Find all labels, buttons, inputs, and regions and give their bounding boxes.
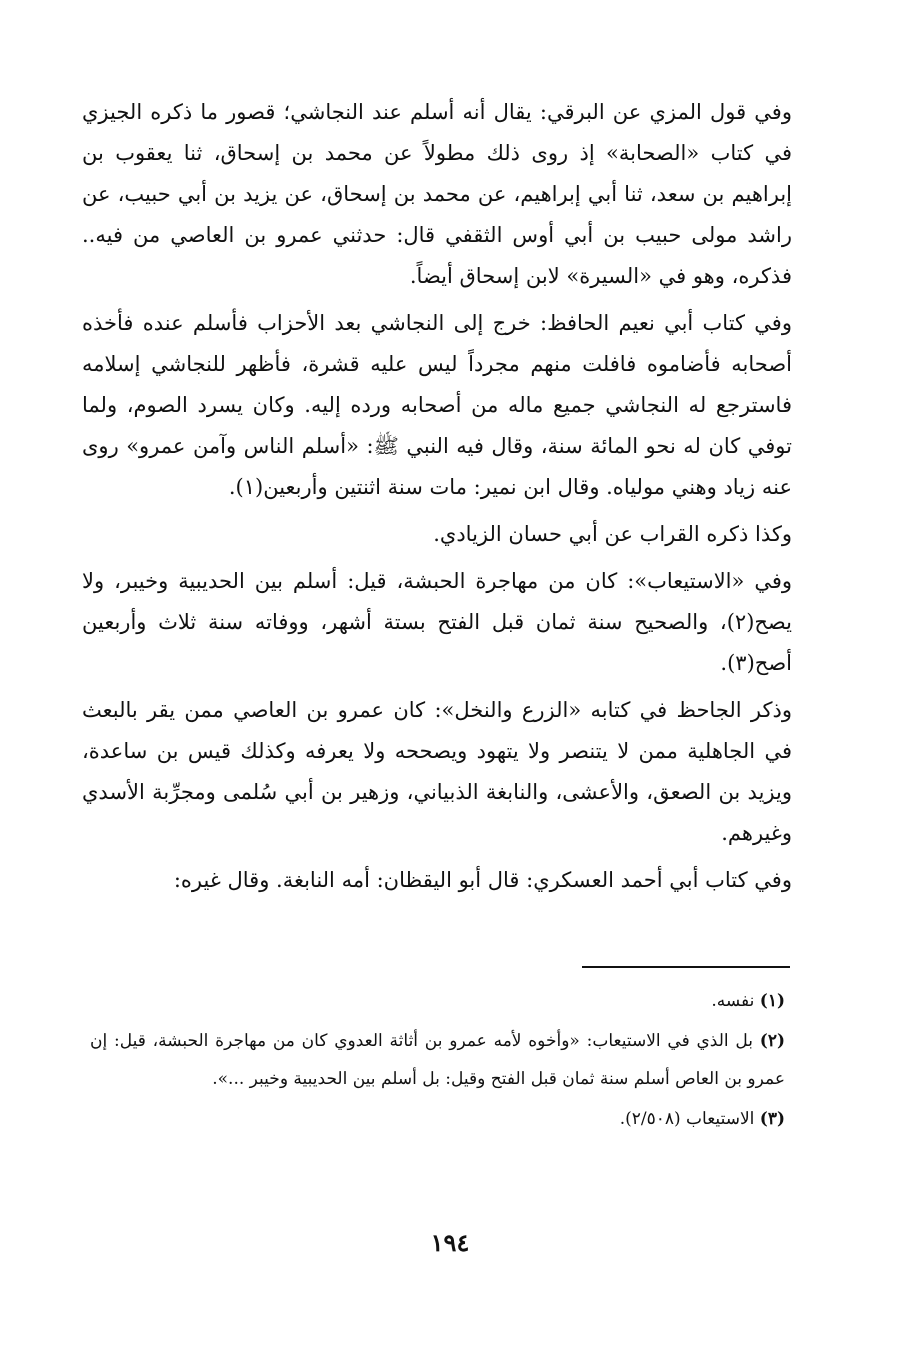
footnote: [90, 1100, 785, 1138]
paragraph: وفي كتاب أبي أحمد العسكري: قال أبو اليقظان: أمه النابغة. وقال غيره:: [173, 868, 792, 892]
footnote: [90, 982, 785, 1020]
footnote-number: (١): [759, 991, 785, 1011]
page-number: ١٩٤: [430, 1228, 470, 1257]
footnote-text: بل الذي في الاستيعاب: «وأخوه لأمه عمرو بن أثاثة العدوي كان من مهاجرة الحبشة، قيل: إن عمرو بن العاص أسلم سنة ثمان قبل الفتح وقيل: بل أسلم بين الحديبية وخيبر ...».: [90, 1031, 785, 1089]
main-text: [82, 92, 792, 907]
footnote-number: (٢): [759, 1031, 786, 1051]
paragraph: وفي قول المزي عن البرقي: يقال أنه أسلم عند النجاشي؛ قصور ما ذكره الجيزي في كتاب «الصحابة» إذ روى ذلك مطولاً عن محمد بن إسحاق، ثنا يعقوب بن إبراهيم بن سعد، ثنا أبي إبراهيم، عن محمد بن إسحاق، عن يزيد بن أبي حبيب، عن راشد مولى حبيب بن أبي أوس الثقفي قال: حدثني عمرو بن العاصي من فيه.. فذكره، وهو في «السيرة» لابن إسحاق أيضاً.: [82, 100, 792, 288]
paragraph: وفي كتاب أبي نعيم الحافظ: خرج إلى النجاشي بعد الأحزاب فأسلم عنده فأخذه أصحابه فأضاموه فافلت منهم مجرداً ليس عليه قشرة، فأظهر للنجاشي إسلامه فاسترجع له النجاشي جميع ماله من أصحابه ورده إليه. وكان يسرد الصوم، ولما توفي كان له نحو المائة سنة، وقال فيه النبي ﷺ: «أسلم الناس وآمن عمرو» روى عنه زياد وهني مولياه. وقال ابن نمير: مات سنة اثنتين وأربعين(١).: [82, 311, 792, 499]
footnote-text: نفسه.: [711, 991, 755, 1011]
paragraph: وفي «الاستيعاب»: كان من مهاجرة الحبشة، قيل: أسلم بين الحديبية وخيبر، ولا يصح(٢)، والصحيح سنة ثمان قبل الفتح بستة أشهر، ووفاته سنة ثلاث وأربعين أصح(٣).: [82, 569, 792, 675]
footnote-number: (٣): [759, 1109, 785, 1129]
footnotes: [90, 982, 785, 1140]
footnote: [90, 1022, 785, 1098]
footnote-text: الاستيعاب (٢/٥٠٨).: [619, 1109, 755, 1129]
footnote-divider: [582, 966, 790, 968]
paragraph: وذكر الجاحظ في كتابه «الزرع والنخل»: كان عمرو بن العاصي ممن يقر بالبعث في الجاهلية ممن لا يتنصر ولا يتهود ويصححه ولا يعرفه وكذلك قيس بن ساعدة، ويزيد بن الصعق، والأعشى، والنابغة الذبياني، وزهير بن أبي سُلمى ومجرِّبة الأسدي وغيرهم.: [82, 698, 792, 845]
paragraph: وكذا ذكره القراب عن أبي حسان الزيادي.: [433, 522, 792, 546]
